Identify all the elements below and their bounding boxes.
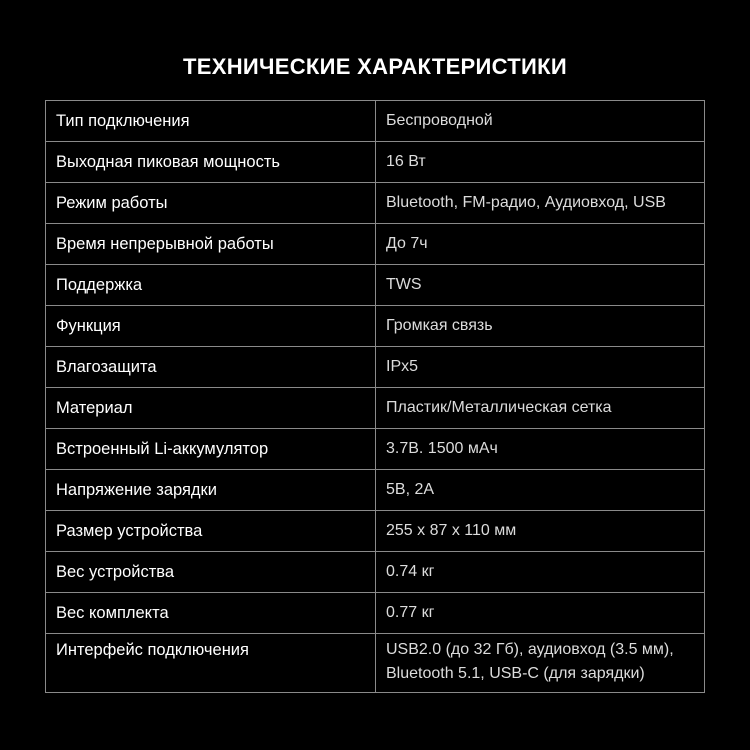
spec-label: Вес комплекта [46, 593, 376, 634]
spec-label: Выходная пиковая мощность [46, 142, 376, 183]
table-row [46, 634, 705, 693]
spec-value: Пластик/Металлическая сетка [376, 388, 705, 429]
table-row [46, 552, 705, 593]
table-row [46, 429, 705, 470]
spec-value-line: Bluetooth 5.1, USB-C (для зарядки) [386, 665, 645, 682]
table-row [46, 470, 705, 511]
spec-label: Вес устройства [46, 552, 376, 593]
table-row [46, 224, 705, 265]
spec-value: Громкая связь [376, 306, 705, 347]
spec-label: Режим работы [46, 183, 376, 224]
spec-label: Материал [46, 388, 376, 429]
spec-label: Интерфейс подключения [46, 634, 376, 693]
table-row [46, 388, 705, 429]
table-row [46, 347, 705, 388]
spec-label: Поддержка [46, 265, 376, 306]
spec-value: Беспроводной [376, 101, 705, 142]
table-row [46, 306, 705, 347]
spec-label: Тип подключения [46, 101, 376, 142]
spec-value: 16 Вт [376, 142, 705, 183]
spec-label: Встроенный Li-аккумулятор [46, 429, 376, 470]
spec-value-line: USB2.0 (до 32 Гб), аудиовход (3.5 мм), [386, 641, 674, 658]
spec-value: Bluetooth, FM-радио, Аудиовход, USB [376, 183, 705, 224]
spec-label: Размер устройства [46, 511, 376, 552]
table-row [46, 142, 705, 183]
spec-value: 255 х 87 х 110 мм [376, 511, 705, 552]
spec-value: 3.7В. 1500 мАч [376, 429, 705, 470]
spec-value: 0.74 кг [376, 552, 705, 593]
spec-value [376, 634, 705, 693]
spec-value: 5В, 2А [376, 470, 705, 511]
spec-value: До 7ч [376, 224, 705, 265]
spec-value: 0.77 кг [376, 593, 705, 634]
spec-label: Функция [46, 306, 376, 347]
table-row [46, 265, 705, 306]
spec-label: Время непрерывной работы [46, 224, 376, 265]
spec-label: Напряжение зарядки [46, 470, 376, 511]
spec-table [45, 100, 705, 693]
table-row [46, 183, 705, 224]
spec-value: TWS [376, 265, 705, 306]
spec-label: Влагозащита [46, 347, 376, 388]
table-row [46, 593, 705, 634]
page-title: ТЕХНИЧЕСКИЕ ХАРАКТЕРИСТИКИ [183, 54, 567, 79]
table-row [46, 101, 705, 142]
table-row [46, 511, 705, 552]
spec-value: IPx5 [376, 347, 705, 388]
